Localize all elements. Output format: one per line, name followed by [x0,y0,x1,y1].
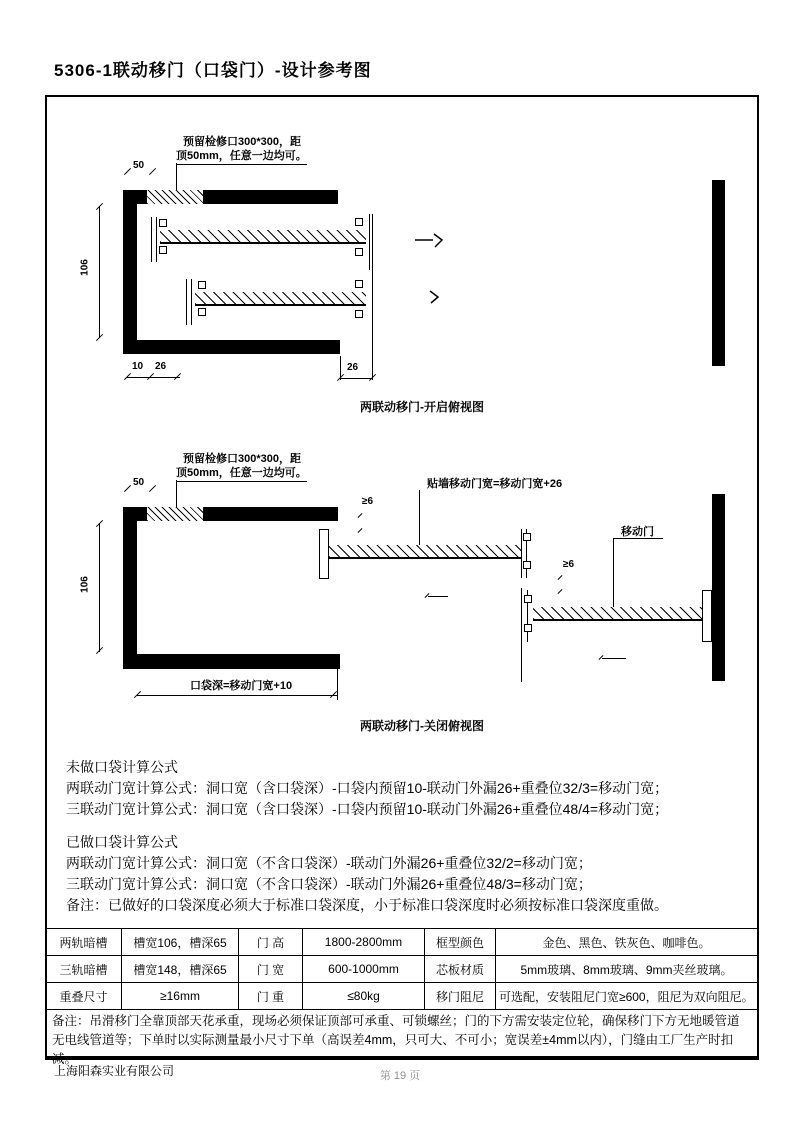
spec-cell: 可选配，安装阻尼门宽≥600，阻尼为双向阻尼。 [496,983,758,1010]
d1-door2-endcap-line [191,279,192,325]
spec-row [46,983,758,1010]
d1-dim-26-right: 26 [347,362,359,373]
spec-cell: 两轨暗槽 [46,929,122,956]
d2-inspection-opening-hatch [147,507,203,521]
d2-door1-end-plate [319,529,329,579]
d2-note-line2: 顶50mm，任意一边均可。 [176,464,307,482]
direction-arrow-icon [414,231,444,249]
spec-cell: 槽宽106，槽深65 [122,929,239,956]
d2-door-label-leader [613,538,663,539]
d1-door2-roller-bracket [355,280,363,288]
d1-wall-left [123,190,137,354]
d2-wall-right-bar [712,494,725,681]
formula-section2-title: 已做口袋计算公式 [66,834,178,850]
spec-cell: ≥16mm [122,983,239,1010]
d2-door2-panel [533,607,702,621]
formula-section1-line1: 两联动门宽计算公式：洞口宽（含口袋深）-口袋内预留10-联动门外漏26+重叠位32/3=移动门宽； [66,780,669,796]
spec-cell: ≤80kg [303,983,425,1010]
d2-door1-roller-bracket [523,533,531,541]
d1-door2-endcap-line [186,279,187,325]
d2-pocket-depth-dim-line [137,695,337,696]
d2-door1-edge-line [521,529,522,578]
footer-page-number: 第 19 页 [379,1070,421,1082]
d1-extension-line-right [372,214,373,380]
d2-centerline-mark [428,596,448,597]
d1-door1-endcap-line [156,217,157,262]
d2-door1-panel [329,545,522,559]
spec-cell: 金色、黑色、铁灰色、咖啡色。 [496,929,758,956]
d1-door2-roller-bracket [355,310,363,318]
d2-door-label: 移动门 [621,526,654,538]
d2-door2-edge-line [521,588,522,682]
d2-dim-106: 106 [79,576,91,593]
d1-note-leader-line [176,163,177,190]
d2-dim-50: 50 [133,477,145,488]
d1-dim-line-bottom-right [340,378,373,379]
d1-door1-roller-bracket [355,218,363,226]
d2-note-leader-line [176,480,177,507]
d2-gap-mid-label: ≥6 [563,559,575,570]
footer-company: 上海阳森实业有限公司 [54,1064,175,1078]
spec-cell: 1800-2800mm [303,929,425,956]
formula-note: 备注：已做好的口袋深度必须大于标准口袋深度，小于标准口袋深度时必须按标准口袋深度重做。 [66,897,668,913]
d2-centerline-mark [602,658,626,659]
spec-cell: 门 高 [239,929,303,956]
d1-inspection-opening-hatch [147,190,203,204]
d1-door1-endcap-line [151,217,152,262]
page-title: 5306-1联动移门（口袋门）-设计参考图 [54,61,372,80]
d2-pocket-extension-line [337,667,338,700]
d1-note-line1: 预留检修口300*300，距 [183,136,301,148]
d2-caption: 两联动移门-关闭俯视图 [360,719,484,733]
spec-row [46,929,758,956]
spec-cell: 600-1000mm [303,956,425,983]
d1-door1-roller-bracket [159,219,167,227]
d1-wall-bottom [123,340,340,354]
d2-wall-door-leader-line [419,490,420,547]
d1-door1-roller-bracket [159,246,167,254]
d2-door-label-leader [613,538,614,608]
d1-door2-panel [195,292,366,306]
spec-cell: 芯板材质 [425,956,496,983]
formula-section1-title: 未做口袋计算公式 [66,759,178,775]
d1-door1-edge-line [369,214,370,270]
formula-section2-line2: 三联动门宽计算公式：洞口宽（不含口袋深）-联动门外漏26+重叠位48/3=移动门宽； [66,876,592,892]
d1-dim-106: 106 [79,259,91,276]
d1-note-line2: 顶50mm，任意一边均可。 [176,147,307,165]
d2-door2-roller-bracket [524,595,532,603]
d1-dim-line-bottom-left [127,377,180,378]
d1-dim-50: 50 [133,160,145,171]
spec-cell: 槽宽148，槽深65 [122,956,239,983]
d1-door2-roller-bracket [198,281,206,289]
direction-arrowhead-icon [428,290,440,304]
formula-section2-line1: 两联动门宽计算公式：洞口宽（不含口袋深）-联动门外漏26+重叠位32/2=移动门宽； [66,855,592,871]
formula-section1-line2: 三联动门宽计算公式：洞口宽（含口袋深）-口袋内预留10-联动门外漏26+重叠位48/4=移动门宽； [66,801,669,817]
d2-wall-left [123,507,137,669]
d1-dim-10: 10 [132,361,144,372]
d2-door2-end-plate [702,590,712,642]
d2-pocket-depth-label: 口袋深=移动门宽+10 [190,680,293,692]
d2-wall-door-width-label: 贴墙移动门宽=移动门宽+26 [427,478,563,490]
spec-row [46,956,758,983]
d1-dim-106-line [99,206,100,338]
drawing-border-frame [45,95,759,1060]
spec-cell: 框型颜色 [425,929,496,956]
d2-door2-roller-bracket [524,624,532,632]
d1-dim-26-left: 26 [155,361,167,372]
d2-wall-bottom [123,654,340,669]
d2-note-line1: 预留检修口300*300，距 [183,453,301,465]
spec-cell: 门 重 [239,983,303,1010]
spec-cell: 重叠尺寸 [46,983,122,1010]
d1-door1-panel [160,230,366,244]
d1-caption: 两联动移门-开启俯视图 [360,400,484,414]
spec-cell: 三轨暗槽 [46,956,122,983]
spec-cell: 门 宽 [239,956,303,983]
d2-door1-roller-bracket [523,561,531,569]
spec-table [45,928,758,1010]
d1-door2-roller-bracket [198,308,206,316]
spec-table-note: 备注：吊滑移门全靠顶部天花承重，现场必须保证顶部可承重、可锁螺丝；门的下方需安装定位轮，确保移门下方无地暖管道无电线管道等；下单时以实际测量最小尺寸下单（高误差4mm，只可大、不可小；宽误差±4mm以内），门缝由工厂生产时扣减。 [52,1014,740,1066]
spec-cell: 移门阻尼 [425,983,496,1010]
d1-door1-roller-bracket [355,248,363,256]
spec-cell: 5mm玻璃、8mm玻璃、9mm夹丝玻璃。 [496,956,758,983]
d2-dim-106-line [99,523,100,652]
d1-wall-right-bar [712,180,725,366]
d2-gap-top-label: ≥6 [362,496,374,507]
